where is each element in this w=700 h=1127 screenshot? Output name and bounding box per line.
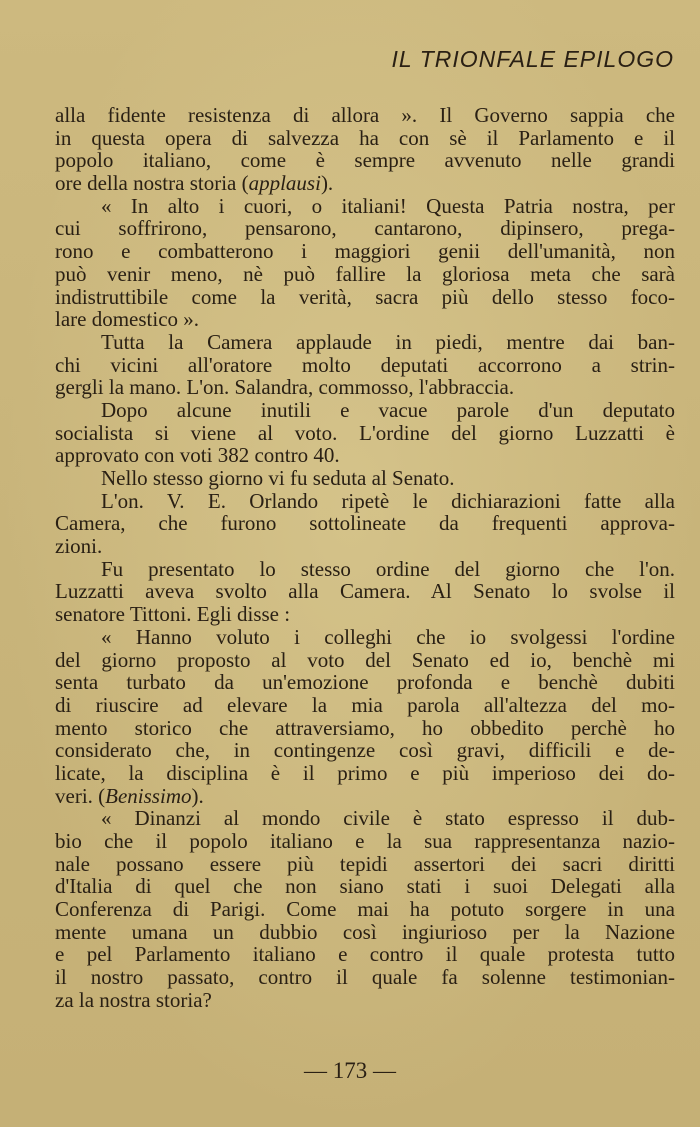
text-line: mente umana un dubbio così ingiurioso per la Nazione — [55, 919, 675, 944]
text-line: del giorno proposto al voto del Senato ed io, benchè mi — [55, 647, 675, 672]
text-line: di riuscire ad elevare la mia parola all'altezza del mo- — [55, 692, 675, 717]
text-line: socialista si viene al voto. L'ordine del giorno Luzzatti è — [55, 420, 675, 445]
page-number: — 173 — — [304, 1058, 396, 1083]
text-line: d'Italia di quel che non siano stati i suoi Delegati alla — [55, 874, 675, 899]
text-line: ore della nostra storia (applausi). — [55, 171, 334, 196]
text-line: mento storico che attraversiamo, ho obbedito perchè ho — [55, 715, 675, 740]
text-line: Fu presentato lo stesso ordine del giorno che l'on. — [101, 556, 675, 581]
text-line: Conferenza di Parigi. Come mai ha potuto sorgere in una — [55, 897, 675, 922]
text-line: indistruttibile come la verità, sacra più dello stesso foco- — [55, 284, 675, 309]
text-line: approvato con voti 382 contro 40. — [55, 443, 340, 468]
text-line: L'on. V. E. Orlando ripetè le dichiarazioni fatte alla — [101, 488, 675, 513]
body-text — [55, 104, 675, 1012]
text-line: rono e combatterono i maggiori genii dell'umanità, non — [55, 239, 675, 264]
text-line: il nostro passato, contro il quale fa solenne testimonian- — [55, 965, 675, 990]
text-line: licate, la disciplina è il primo e più imperioso dei do- — [55, 760, 675, 785]
text-line: cui soffrirono, pensarono, cantarono, dipinsero, prega- — [55, 216, 675, 241]
text-line: chi vicini all'oratore molto deputati accorrono a strin- — [55, 352, 675, 377]
text-line: Tutta la Camera applaude in piedi, mentre dai ban- — [101, 329, 675, 354]
text-line: e pel Parlamento italiano e contro il quale protesta tutto — [55, 942, 675, 967]
text-line: za la nostra storia? — [55, 987, 212, 1012]
text-line: Nello stesso giorno vi fu seduta al Senato. — [101, 466, 455, 490]
text-line: veri. (Benissimo). — [55, 783, 204, 808]
text-line: in questa opera di salvezza ha con sè il Parlamento e il — [55, 125, 675, 150]
text-line: « Dinanzi al mondo civile è stato espresso il dub- — [101, 806, 675, 831]
text-line: lare domestico ». — [55, 307, 200, 332]
text-line: Camera, che furono sottolineate da frequenti approva- — [55, 511, 675, 536]
text-line: nale possano essere più tepidi assertori dei sacri diritti — [55, 851, 675, 876]
text-line: senta turbato da un'emozione profonda e benchè dubiti — [55, 670, 675, 695]
text-line: gergli la mano. L'on. Salandra, commosso, l'abbraccia. — [55, 375, 515, 400]
text-line: bio che il popolo italiano e la sua rappresentanza nazio- — [55, 829, 675, 853]
text-line: popolo italiano, come è sempre avvenuto nelle grandi — [55, 148, 675, 173]
text-line: zioni. — [55, 534, 103, 559]
text-line: « Hanno voluto i colleghi che io svolgessi l'ordine — [101, 624, 675, 649]
text-line: senatore Tittoni. Egli disse : — [55, 602, 291, 627]
text-line: alla fidente resistenza di allora ». Il Governo sappia che — [55, 103, 675, 127]
text-line: « In alto i cuori, o italiani! Questa Patria nostra, per — [101, 193, 675, 218]
text-line: Dopo alcune inutili e vacue parole d'un deputato — [101, 397, 675, 422]
text-line: può venir meno, nè può fallire la gloriosa meta che sarà — [55, 261, 675, 286]
text-line: considerato che, in contingenze così gravi, difficili e de- — [55, 738, 675, 763]
running-head: IL TRIONFALE EPILOGO — [391, 46, 674, 72]
text-line: Luzzatti aveva svolto alla Camera. Al Senato lo svolse il — [55, 579, 675, 604]
